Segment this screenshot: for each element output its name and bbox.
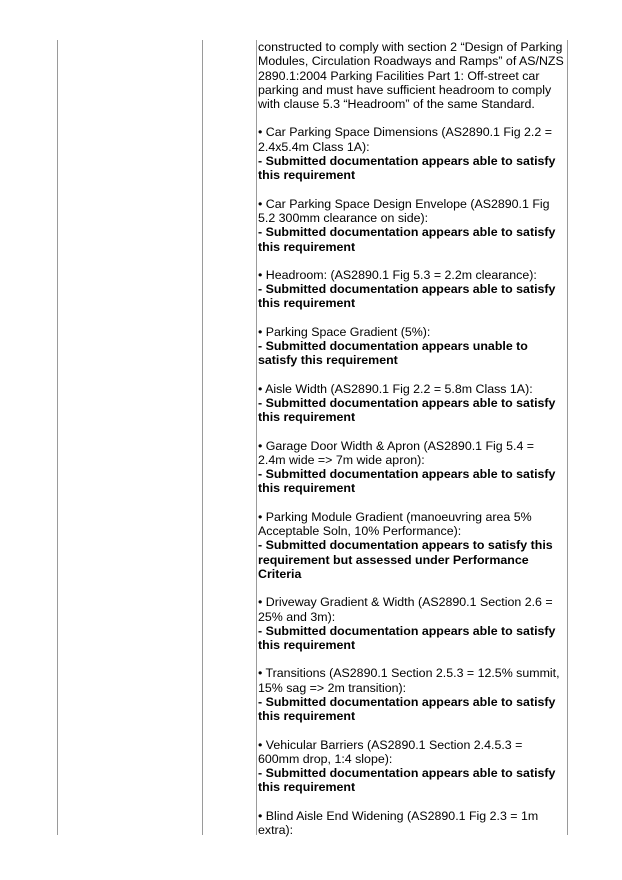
requirement-criterion: • Car Parking Space Design Envelope (AS2890.1 Fig 5.2 300mm clearance on side): bbox=[258, 196, 550, 225]
requirement-item bbox=[258, 666, 564, 723]
requirement-criterion: • Garage Door Width & Apron (AS2890.1 Fig 5.4 = 2.4m wide => 7m wide apron): bbox=[258, 438, 535, 467]
requirement-criterion: • Parking Space Gradient (5%): bbox=[258, 324, 431, 339]
requirement-result: - Submitted documentation appears able to satisfy this requirement bbox=[258, 623, 556, 653]
requirement-criterion: • Aisle Width (AS2890.1 Fig 2.2 = 5.8m Class 1A): bbox=[258, 381, 533, 396]
table-column-divider-2 bbox=[256, 40, 257, 835]
requirement-item bbox=[258, 125, 564, 182]
requirement-item bbox=[258, 325, 564, 368]
requirement-criterion: • Blind Aisle End Widening (AS2890.1 Fig 2.3 = 1m extra): bbox=[258, 808, 539, 838]
table-column-divider-1 bbox=[202, 40, 203, 835]
assessment-cell bbox=[258, 40, 564, 851]
requirement-criterion: • Vehicular Barriers (AS2890.1 Section 2.4.5.3 = 600mm drop, 1:4 slope): bbox=[258, 737, 523, 766]
requirement-result: - Submitted documentation appears able to satisfy this requirement bbox=[258, 467, 556, 496]
table-border-left bbox=[57, 40, 58, 835]
intro-paragraph: constructed to comply with section 2 “Design of Parking Modules, Circulation Roadways and Ramps” of AS/NZS 2890.1:2004 Parking Facilities Part 1: Off-street car parking and must have sufficient headroom to comply with clause 5.3 “Headroom” of the same Standard. bbox=[258, 40, 564, 112]
requirement-result: - Submitted documentation appears able to satisfy this requirement bbox=[258, 694, 556, 724]
requirement-item bbox=[258, 738, 564, 795]
requirement-item bbox=[258, 439, 564, 496]
requirement-result: - Submitted documentation appears able to satisfy this requirement bbox=[258, 766, 556, 795]
requirements-list bbox=[258, 125, 564, 837]
requirement-item bbox=[258, 382, 564, 425]
requirement-criterion: • Car Parking Space Dimensions (AS2890.1 Fig 2.2 = 2.4x5.4m Class 1A): bbox=[258, 125, 552, 154]
requirement-criterion: • Driveway Gradient & Width (AS2890.1 Section 2.6 = 25% and 3m): bbox=[258, 595, 553, 624]
requirement-item bbox=[258, 197, 564, 254]
requirement-criterion: • Parking Module Gradient (manoeuvring area 5% Acceptable Soln, 10% Performance): bbox=[258, 509, 532, 539]
requirement-result: - Submitted documentation appears unable to satisfy this requirement bbox=[258, 339, 528, 368]
requirement-result: - Submitted documentation appears able to satisfy this requirement bbox=[258, 395, 556, 425]
requirement-item bbox=[258, 809, 564, 838]
table-border-right bbox=[567, 40, 568, 835]
requirement-item bbox=[258, 510, 564, 581]
requirement-result: - Submitted documentation appears to satisfy this requirement but assessed under Performance Criteria bbox=[258, 538, 553, 581]
requirement-result: - Submitted documentation appears able to satisfy this requirement bbox=[258, 225, 556, 254]
requirement-criterion: • Headroom: (AS2890.1 Fig 5.3 = 2.2m clearance): bbox=[258, 267, 537, 282]
requirement-result: - Submitted documentation appears able to satisfy this requirement bbox=[258, 282, 556, 311]
requirement-criterion: • Transitions (AS2890.1 Section 2.5.3 = 12.5% summit, 15% sag => 2m transition): bbox=[258, 666, 560, 695]
requirement-item bbox=[258, 595, 564, 652]
requirement-result: - Submitted documentation appears able to satisfy this requirement bbox=[258, 154, 556, 183]
requirement-item bbox=[258, 268, 564, 311]
